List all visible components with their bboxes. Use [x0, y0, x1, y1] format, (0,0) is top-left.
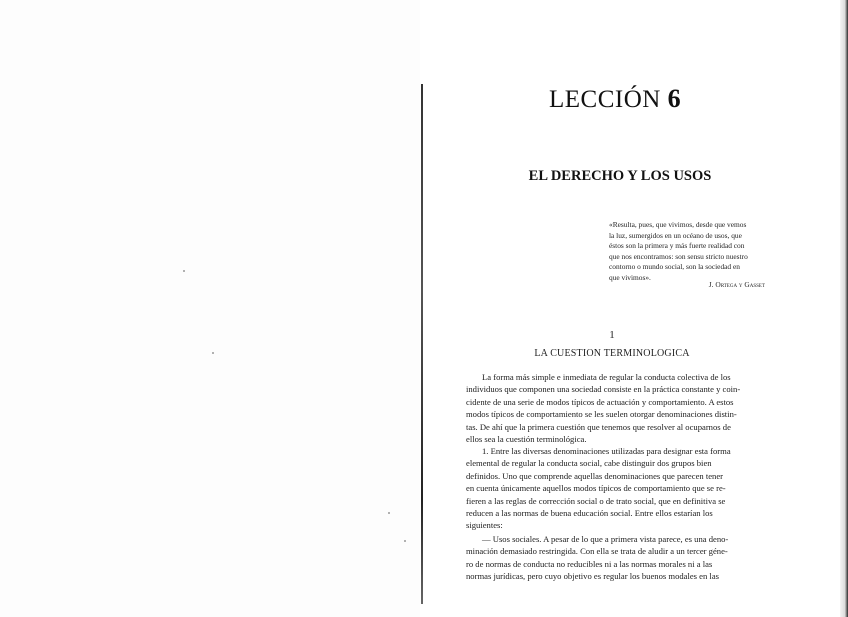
chapter-title: EL DERECHO Y LOS USOS — [528, 168, 712, 184]
epigraph-line: contorno o mundo social, son la sociedad en — [609, 262, 740, 272]
page-speck — [212, 352, 214, 354]
page-speck — [404, 540, 406, 542]
page-speck — [388, 512, 390, 514]
paragraph-line: cidente de una serie de modos típicos de actuación y comportamiento. A estos — [466, 396, 734, 407]
paragraph-line: ellos sea la cuestión terminológica. — [466, 434, 587, 445]
lesson-label: LECCIÓN — [549, 86, 661, 113]
page-gutter — [421, 84, 423, 604]
paragraph-line: definidos. Uno que comprende aquellas denominaciones que parecen tener — [466, 470, 723, 481]
paragraph-line: 1. Entre las diversas denominaciones utilizadas para designar esta forma — [482, 446, 731, 456]
epigraph-line: que nos encontramos: son sensu stricto nuestro — [609, 251, 748, 261]
paragraph-line: siguientes: — [466, 520, 503, 531]
paragraph-line: reducen a las normas de buena educación social. Entre ellos estarían los — [466, 508, 713, 519]
lesson-number: 6 — [667, 84, 682, 113]
paragraph-line: La forma más simple e inmediata de regular la conducta colectiva de los — [482, 372, 731, 382]
body-paragraph — [466, 371, 768, 445]
epigraph-line: éstos son la primera y más fuerte realidad con — [609, 241, 745, 251]
epigraph-line: que vivimos». — [609, 272, 651, 282]
paragraph-line: normas jurídicas, pero cuyo objetivo es regular los buenos modales en las — [466, 571, 719, 582]
paragraph-line: minación demasiado restringida. Con ella se trata de aludir a un tercer géne- — [466, 546, 728, 557]
paragraph-line: tas. De ahí que la primera cuestión que tenemos que resolver al ocuparnos de — [466, 421, 731, 432]
paragraph-line: — Usos sociales. A pesar de lo que a primera vista parece, es una deno- — [482, 534, 729, 544]
paragraph-line: individuos que componen una sociedad consiste en la práctica constante y coin- — [466, 384, 741, 395]
section-number: 1 — [609, 329, 615, 341]
paragraph-line: elemental de regular la conducta social, cabe distinguir dos grupos bien — [466, 458, 712, 469]
paragraph-line: ro de normas de conducta no reducibles ni a las normas morales ni a las — [466, 558, 713, 569]
page-edge-shadow — [840, 0, 848, 617]
page-speck — [183, 270, 185, 272]
body-paragraph — [466, 445, 768, 532]
paragraph-line: en cuenta únicamente aquellos modos típicos de comportamiento que se re- — [466, 483, 726, 494]
section-title: LA CUESTION TERMINOLOGICA — [534, 348, 690, 359]
body-paragraph — [466, 533, 768, 583]
epigraph-author: J. Ortega y Gasset — [708, 280, 765, 289]
epigraph-line: la luz, sumergidos en un océano de usos, que — [609, 230, 742, 240]
left-page-blank — [0, 0, 420, 617]
epigraph-line: «Resulta, pues, que vivimos, desde que vemos — [609, 220, 747, 229]
epigraph-quote — [609, 220, 765, 284]
paragraph-line: modos típicos de comportamiento se les suelen otorgar denominaciones distin- — [466, 409, 737, 420]
lesson-heading — [549, 84, 681, 114]
paragraph-line: fieren a las reglas de corrección social o de trato social, que en definitiva se — [466, 495, 726, 506]
